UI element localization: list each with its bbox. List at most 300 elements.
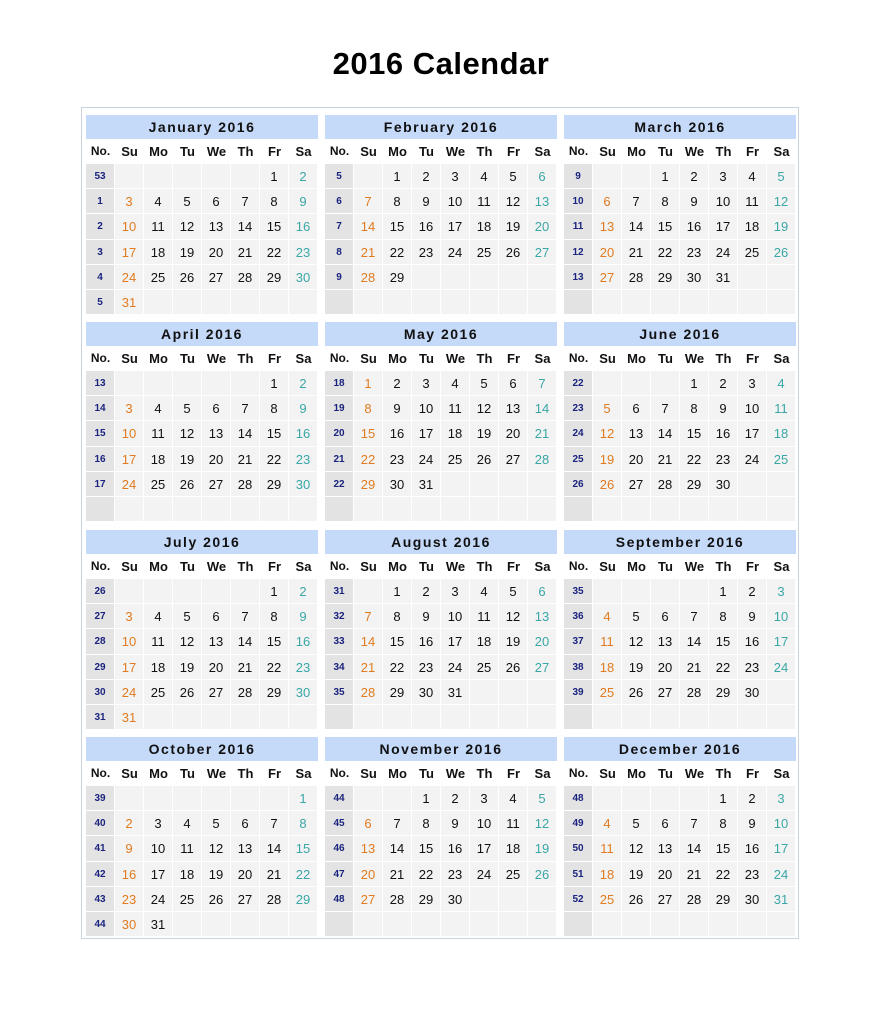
day-cell	[202, 290, 231, 315]
weekday-label-tu: Tu	[419, 144, 434, 159]
day-cell: 11	[470, 604, 499, 629]
day-cell: 7	[528, 371, 557, 396]
day-cell: 15	[680, 421, 709, 446]
day-cell: 19	[622, 655, 651, 680]
week-row	[86, 189, 318, 214]
day-cell: 17	[115, 655, 144, 680]
weekday-label-tu: Tu	[180, 766, 195, 781]
day-cell: 4	[441, 371, 470, 396]
month-june	[564, 322, 796, 522]
day-cell: 17	[738, 421, 767, 446]
weekday-label-we: We	[445, 766, 466, 781]
week-row	[564, 396, 796, 421]
day-cell: 22	[289, 862, 318, 887]
day-cell: 8	[354, 396, 383, 421]
week-row	[564, 189, 796, 214]
day-cell: 26	[593, 472, 622, 497]
day-cell: 14	[354, 629, 383, 654]
day-cell	[528, 887, 557, 912]
day-cell: 31	[144, 912, 173, 937]
week-row	[325, 164, 557, 189]
day-cell: 4	[767, 371, 796, 396]
day-cell: 8	[260, 189, 289, 214]
week-number: 26	[86, 579, 115, 604]
day-cell: 23	[383, 447, 412, 472]
day-cell: 29	[383, 265, 412, 290]
day-cell: 6	[499, 371, 528, 396]
weekday-label-th: Th	[715, 766, 732, 781]
day-cell: 29	[260, 472, 289, 497]
day-cell: 5	[593, 396, 622, 421]
day-cell	[767, 680, 796, 705]
week-number: 26	[564, 472, 593, 497]
day-cell: 4	[144, 604, 173, 629]
week-row	[564, 655, 796, 680]
day-cell	[499, 680, 528, 705]
day-cell	[115, 786, 144, 811]
weekday-label-su: Su	[360, 766, 377, 781]
weekday-label-th: Th	[237, 559, 254, 574]
day-cell: 13	[202, 629, 231, 654]
week-number: 19	[325, 396, 354, 421]
month-title: September 2016	[564, 530, 796, 554]
month-february	[325, 115, 557, 315]
day-cell: 13	[528, 604, 557, 629]
day-cell: 8	[412, 811, 441, 836]
day-cell	[144, 497, 173, 522]
day-cell: 12	[593, 421, 622, 446]
day-cell: 14	[651, 421, 680, 446]
day-cell: 16	[680, 214, 709, 239]
weekday-label-no: No.	[568, 144, 589, 158]
day-cell	[383, 290, 412, 315]
day-cell: 23	[115, 887, 144, 912]
week-number: 32	[325, 604, 354, 629]
day-cell: 23	[289, 655, 318, 680]
day-cell: 3	[470, 786, 499, 811]
weekday-label-tu: Tu	[180, 351, 195, 366]
week-row	[325, 265, 557, 290]
month-december	[564, 737, 796, 937]
day-cell: 24	[115, 680, 144, 705]
week-row	[325, 472, 557, 497]
day-cell: 27	[528, 240, 557, 265]
week-row	[86, 836, 318, 861]
day-cell: 7	[231, 189, 260, 214]
day-cell: 20	[499, 421, 528, 446]
weekday-header-row	[86, 346, 318, 371]
day-cell: 22	[412, 862, 441, 887]
day-cell	[173, 371, 202, 396]
day-cell	[383, 497, 412, 522]
week-row	[86, 447, 318, 472]
day-cell	[593, 705, 622, 730]
day-cell: 10	[767, 604, 796, 629]
week-row	[86, 164, 318, 189]
week-number: 3	[86, 240, 115, 265]
day-cell	[173, 497, 202, 522]
day-cell: 30	[289, 680, 318, 705]
day-cell: 21	[231, 240, 260, 265]
day-cell	[622, 164, 651, 189]
day-cell: 14	[680, 629, 709, 654]
day-cell	[383, 786, 412, 811]
day-cell	[738, 265, 767, 290]
day-cell: 14	[528, 396, 557, 421]
day-cell	[115, 497, 144, 522]
day-cell: 10	[441, 604, 470, 629]
month-september	[564, 530, 796, 730]
day-cell: 23	[709, 447, 738, 472]
day-cell: 29	[260, 265, 289, 290]
day-cell: 27	[593, 265, 622, 290]
weekday-label-mo: Mo	[149, 144, 168, 159]
week-number: 53	[86, 164, 115, 189]
day-cell	[354, 290, 383, 315]
day-cell: 20	[202, 447, 231, 472]
day-cell	[680, 705, 709, 730]
weekday-label-tu: Tu	[419, 766, 434, 781]
day-cell	[441, 705, 470, 730]
day-cell	[651, 371, 680, 396]
weekday-label-th: Th	[476, 766, 493, 781]
day-cell: 11	[767, 396, 796, 421]
day-cell	[528, 680, 557, 705]
day-cell: 12	[499, 604, 528, 629]
day-cell: 8	[383, 189, 412, 214]
day-cell: 16	[709, 421, 738, 446]
month-title: August 2016	[325, 530, 557, 554]
day-cell	[441, 265, 470, 290]
day-cell: 4	[593, 811, 622, 836]
day-cell	[680, 786, 709, 811]
day-cell: 22	[383, 655, 412, 680]
day-cell	[231, 912, 260, 937]
day-cell: 23	[289, 240, 318, 265]
day-cell: 5	[173, 189, 202, 214]
week-number: 52	[564, 887, 593, 912]
week-number: 15	[86, 421, 115, 446]
day-cell	[528, 912, 557, 937]
day-cell	[622, 371, 651, 396]
day-cell: 18	[767, 421, 796, 446]
month-january	[86, 115, 318, 315]
week-number	[325, 290, 354, 315]
weekday-label-we: We	[206, 766, 227, 781]
day-cell	[499, 912, 528, 937]
week-row	[86, 371, 318, 396]
weekday-label-we: We	[206, 351, 227, 366]
day-cell	[202, 579, 231, 604]
day-cell: 14	[383, 836, 412, 861]
week-row	[86, 887, 318, 912]
weekday-label-th: Th	[237, 766, 254, 781]
day-cell	[202, 786, 231, 811]
weekday-label-fr: Fr	[746, 559, 759, 574]
day-cell: 11	[173, 836, 202, 861]
day-cell	[231, 164, 260, 189]
week-number: 13	[564, 265, 593, 290]
weekday-label-we: We	[684, 766, 705, 781]
day-cell: 26	[173, 680, 202, 705]
day-cell	[680, 497, 709, 522]
day-cell: 27	[499, 447, 528, 472]
weekday-label-we: We	[206, 559, 227, 574]
weekday-label-th: Th	[237, 351, 254, 366]
day-cell: 25	[593, 887, 622, 912]
day-cell: 11	[441, 396, 470, 421]
day-cell	[593, 164, 622, 189]
week-row	[564, 579, 796, 604]
day-cell	[144, 705, 173, 730]
week-row	[325, 887, 557, 912]
weekday-label-sa: Sa	[534, 559, 551, 574]
day-cell: 8	[289, 811, 318, 836]
day-cell	[202, 164, 231, 189]
day-cell: 23	[441, 862, 470, 887]
week-number: 6	[325, 189, 354, 214]
day-cell	[354, 705, 383, 730]
weekday-label-mo: Mo	[388, 351, 407, 366]
week-number: 39	[564, 680, 593, 705]
week-number: 14	[86, 396, 115, 421]
day-cell	[680, 912, 709, 937]
day-cell: 24	[709, 240, 738, 265]
weekday-label-sa: Sa	[295, 766, 312, 781]
weekday-label-mo: Mo	[388, 559, 407, 574]
weekday-label-mo: Mo	[388, 766, 407, 781]
week-row	[86, 421, 318, 446]
day-cell: 17	[441, 214, 470, 239]
weekday-label-no: No.	[329, 351, 350, 365]
weekday-label-sa: Sa	[773, 766, 790, 781]
week-row	[325, 680, 557, 705]
day-cell: 16	[383, 421, 412, 446]
day-cell: 8	[260, 396, 289, 421]
day-cell: 22	[354, 447, 383, 472]
day-cell: 2	[441, 786, 470, 811]
day-cell: 27	[622, 472, 651, 497]
day-cell: 24	[441, 655, 470, 680]
day-cell: 19	[593, 447, 622, 472]
day-cell: 12	[622, 836, 651, 861]
week-row	[86, 862, 318, 887]
day-cell: 22	[260, 240, 289, 265]
day-cell	[260, 497, 289, 522]
month-title: October 2016	[86, 737, 318, 761]
week-row	[86, 214, 318, 239]
day-cell: 24	[115, 265, 144, 290]
day-cell: 19	[622, 862, 651, 887]
day-cell: 30	[289, 472, 318, 497]
day-cell: 28	[680, 680, 709, 705]
month-title: March 2016	[564, 115, 796, 139]
day-cell: 15	[651, 214, 680, 239]
month-october	[86, 737, 318, 937]
weekday-label-mo: Mo	[149, 559, 168, 574]
day-cell: 9	[289, 396, 318, 421]
day-cell: 23	[680, 240, 709, 265]
day-cell	[354, 912, 383, 937]
day-cell: 10	[738, 396, 767, 421]
day-cell	[622, 579, 651, 604]
day-cell: 17	[767, 629, 796, 654]
day-cell	[260, 705, 289, 730]
week-number: 51	[564, 862, 593, 887]
weekday-label-su: Su	[360, 144, 377, 159]
week-row	[564, 786, 796, 811]
day-cell: 6	[202, 604, 231, 629]
day-cell: 13	[651, 836, 680, 861]
week-row	[86, 472, 318, 497]
day-cell: 26	[173, 472, 202, 497]
day-cell: 11	[499, 811, 528, 836]
day-cell: 21	[260, 862, 289, 887]
day-cell	[593, 371, 622, 396]
month-march	[564, 115, 796, 315]
day-cell	[499, 887, 528, 912]
week-row	[86, 396, 318, 421]
day-cell: 3	[767, 786, 796, 811]
week-row	[564, 447, 796, 472]
day-cell: 20	[651, 862, 680, 887]
day-cell	[115, 579, 144, 604]
day-cell: 1	[709, 786, 738, 811]
weekday-label-fr: Fr	[507, 766, 520, 781]
week-number: 28	[86, 629, 115, 654]
weekday-label-fr: Fr	[268, 144, 281, 159]
day-cell: 7	[231, 396, 260, 421]
day-cell: 11	[144, 629, 173, 654]
week-number: 4	[86, 265, 115, 290]
week-number	[564, 705, 593, 730]
day-cell: 25	[470, 655, 499, 680]
weekday-label-sa: Sa	[534, 351, 551, 366]
month-title: May 2016	[325, 322, 557, 346]
day-cell: 30	[289, 265, 318, 290]
weekday-header-row	[325, 346, 557, 371]
day-cell: 18	[470, 214, 499, 239]
week-row	[86, 655, 318, 680]
day-cell: 15	[260, 421, 289, 446]
day-cell: 16	[412, 629, 441, 654]
day-cell: 30	[738, 887, 767, 912]
day-cell	[260, 786, 289, 811]
day-cell: 28	[231, 265, 260, 290]
day-cell: 21	[354, 240, 383, 265]
day-cell: 2	[738, 579, 767, 604]
day-cell: 11	[738, 189, 767, 214]
day-cell: 2	[383, 371, 412, 396]
weekday-label-tu: Tu	[658, 559, 673, 574]
day-cell: 22	[260, 447, 289, 472]
day-cell: 13	[499, 396, 528, 421]
day-cell: 12	[202, 836, 231, 861]
day-cell: 24	[738, 447, 767, 472]
day-cell	[651, 497, 680, 522]
day-cell: 19	[202, 862, 231, 887]
week-row	[564, 629, 796, 654]
weekday-label-su: Su	[599, 559, 616, 574]
weekday-label-th: Th	[476, 144, 493, 159]
day-cell: 6	[622, 396, 651, 421]
day-cell: 5	[173, 604, 202, 629]
day-cell: 30	[115, 912, 144, 937]
day-cell: 17	[441, 629, 470, 654]
day-cell: 3	[144, 811, 173, 836]
weekday-label-su: Su	[599, 766, 616, 781]
day-cell: 6	[202, 396, 231, 421]
week-row	[325, 396, 557, 421]
day-cell: 31	[115, 290, 144, 315]
day-cell	[622, 290, 651, 315]
day-cell: 9	[738, 811, 767, 836]
day-cell: 22	[709, 655, 738, 680]
day-cell: 15	[260, 214, 289, 239]
week-number: 20	[325, 421, 354, 446]
week-row	[325, 811, 557, 836]
week-number	[325, 912, 354, 937]
day-cell	[499, 472, 528, 497]
weekday-label-sa: Sa	[534, 766, 551, 781]
week-row	[325, 705, 557, 730]
week-number: 9	[325, 265, 354, 290]
day-cell: 18	[593, 862, 622, 887]
day-cell: 28	[651, 472, 680, 497]
weekday-label-su: Su	[121, 559, 138, 574]
day-cell	[622, 705, 651, 730]
day-cell: 25	[144, 680, 173, 705]
day-cell	[231, 786, 260, 811]
day-cell: 4	[470, 579, 499, 604]
day-cell	[470, 680, 499, 705]
day-cell	[470, 497, 499, 522]
day-cell: 2	[289, 579, 318, 604]
day-cell: 31	[709, 265, 738, 290]
day-cell	[441, 472, 470, 497]
day-cell	[622, 786, 651, 811]
day-cell: 5	[202, 811, 231, 836]
day-cell	[383, 912, 412, 937]
day-cell: 5	[499, 579, 528, 604]
week-row	[325, 497, 557, 522]
day-cell: 18	[173, 862, 202, 887]
week-number	[325, 497, 354, 522]
day-cell: 15	[412, 836, 441, 861]
day-cell	[738, 497, 767, 522]
day-cell	[144, 164, 173, 189]
day-cell: 31	[115, 705, 144, 730]
day-cell	[354, 164, 383, 189]
day-cell: 3	[115, 604, 144, 629]
day-cell: 30	[383, 472, 412, 497]
day-cell	[528, 472, 557, 497]
week-row	[325, 371, 557, 396]
day-cell: 22	[260, 655, 289, 680]
day-cell	[622, 912, 651, 937]
week-row	[325, 655, 557, 680]
day-cell	[412, 497, 441, 522]
day-cell: 17	[144, 862, 173, 887]
weekday-header-row	[564, 554, 796, 579]
day-cell: 29	[260, 680, 289, 705]
day-cell: 6	[528, 579, 557, 604]
week-number: 8	[325, 240, 354, 265]
weekday-header-row	[86, 761, 318, 786]
day-cell: 18	[738, 214, 767, 239]
day-cell: 1	[709, 579, 738, 604]
week-row	[564, 497, 796, 522]
